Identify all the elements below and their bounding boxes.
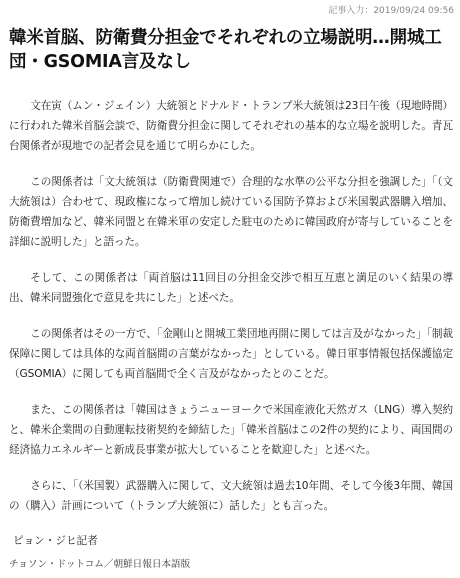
paragraph: この関係者はその一方で、「金剛山と開城工業団地再開に関しては言及がなかった」「制裁保障に関しては具体的な両首脳間の言葉がなかった」としている。韓日軍事情報包括保護協定（GSOMIA）に関しても両首脳間で全く言及がなかったとのことだ。 [9, 328, 453, 380]
paragraph: この関係者は「文大統領は（防衛費関連で）合理的な水準の公平な分担を強調した」「（文大統領は）合わせて、現政権になって増加し続けている国防予算および米国製武器購入増加、防衛費増加など、韓米同盟と在韓米軍の安定した駐屯のために韓国政府が寄与していることを詳細に説明した」と語った。 [9, 176, 453, 248]
article-body [9, 96, 453, 532]
paragraph: さらに、「（米国製）武器購入に関して、文大統領は過去10年間、そして今後3年間、韓国の（購入）計画について（トランプ大統領に）話した」とも言った。 [9, 480, 453, 512]
publish-timestamp: 記事入力：2019/09/24 09:56 [328, 6, 454, 16]
paragraph: また、この関係者は「韓国はきょうニューヨークで米国産液化天然ガス（LNG）導入契約と、韓米企業間の自動運転技術契約を締結した」「韓米首脳はこの2件の契約により、両国間の経済協力エネルギーと新成長事業が拡大していることを歓迎した」と述べた。 [9, 404, 453, 456]
author-byline: ピョン・ジヒ記者 [13, 535, 98, 547]
source-credit: チョソン・ドットコム／朝鮮日報日本語版 [9, 559, 191, 570]
paragraph: 文在寅（ムン・ジェイン）大統領とドナルド・トランプ米大統領は23日午後（現地時間）に行われた韓米首脳会談で、防衛費分担金に関してそれぞれの基本的な立場を説明した。青瓦台関係者が現地での記者会見を通じて明らかにした。 [9, 100, 453, 152]
paragraph: そして、この関係者は「両首脳は11回目の分担金交渉で相互互恵と満足のいく結果の導出、韓米同盟強化で意見を共にした」と述べた。 [9, 272, 453, 304]
article-title: 韓米首脳、防衛費分担金でそれぞれの立場説明…開城工団・GSOMIA言及なし [9, 28, 442, 72]
